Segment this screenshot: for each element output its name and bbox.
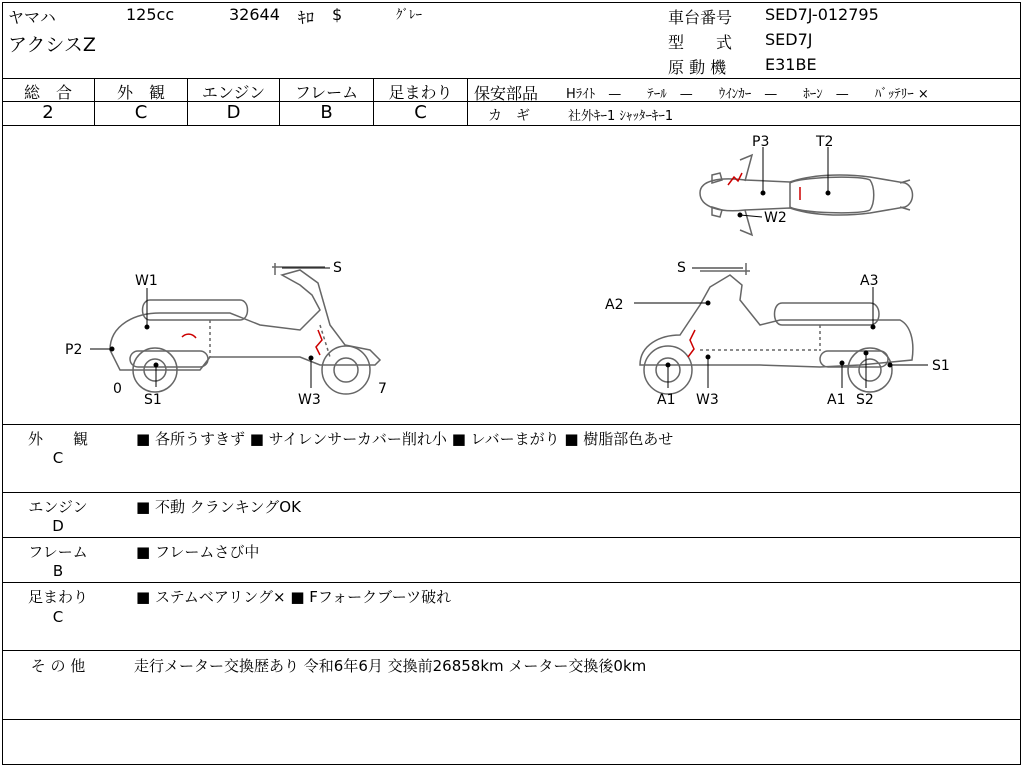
left-label-s: S [333,260,342,276]
remarks-top [2,424,1021,425]
remarks-frame-bottom [2,582,1021,583]
left-label-seven: 7 [378,381,387,397]
top-view-damage [728,173,800,200]
right-label-w3: W3 [696,392,719,408]
frame-no-label: 車台番号 [668,8,733,27]
grade-col-5 [467,78,468,125]
frame-grade-label: フレーム [294,83,359,102]
section-frame-grade: B [52,562,64,580]
left-label-s1: S1 [144,392,162,408]
remarks-suspension-bottom [2,650,1021,651]
right-scooter-pointers [634,268,928,388]
engine-value: E31BE [765,55,817,74]
key-label: カ ギ [488,108,530,124]
section-exterior-label: 外 観 [27,430,88,448]
safety-label: 保安部品 [474,84,539,103]
overall-grade: 2 [42,102,54,123]
model-name: アクシスZ [8,34,96,56]
type-value: SED7J [765,30,813,49]
left-label-w3: W3 [298,392,321,408]
engine-grade: D [226,102,241,123]
key-value: 社外ｷｰ1 ｼｬｯﾀｰｷｰ1 [568,109,674,124]
frame-grade: B [320,102,333,123]
section-engine-grade: D [52,517,64,535]
mileage-unit: ｷﾛ [298,8,315,27]
mileage: 32644 [229,5,280,24]
maker-name: ヤマハ [8,8,56,27]
overall-label: 総 合 [23,83,72,102]
right-label-s1: S1 [932,358,950,374]
exterior-grade: C [134,102,148,123]
top-view-outline [700,155,913,235]
top-label-p3: P3 [752,134,770,150]
right-label-s: S [677,260,686,276]
grade-table-top [2,78,1021,79]
displacement: 125cc [126,5,175,24]
section-suspension-label: 足まわり [27,588,88,606]
left-label-w1: W1 [135,273,158,289]
section-other-text: 走行メーター交換歴あり 令和6年6月 交換前26858km メーター交換後0km [134,657,647,675]
right-label-a3: A3 [860,273,879,289]
left-label-p2: P2 [65,342,83,358]
section-engine-label: エンジン [28,498,88,516]
exterior-label: 外 観 [116,83,165,102]
section-suspension-text: ■ ステムベアリング× ■ Fフォークブーツ破れ [136,588,452,606]
section-exterior-grade: C [52,449,64,467]
section-frame-text: ■ フレームさび中 [136,543,260,561]
engine-label: 原 動 機 [668,58,727,77]
remarks-other-bottom [2,719,1021,720]
remarks-exterior-bottom [2,492,1021,493]
right-label-s2: S2 [856,392,874,408]
section-exterior-text: ■ 各所うすきず ■ サイレンサーカバー削れ小 ■ レバーまがり ■ 樹脂部色あせ [136,430,674,448]
dollar-mark: $ [332,5,343,24]
section-other-label: そ の 他 [30,657,86,675]
right-label-a1-rear: A1 [827,392,846,408]
section-frame-label: フレーム [28,543,88,561]
top-label-t2: T2 [816,134,834,150]
right-label-a1-front: A1 [657,392,676,408]
type-label: 型 式 [668,33,733,52]
safety-items: Hﾗｲﾄ — ﾃｰﾙ — ｳｲﾝｶｰ — ﾎｰﾝ — ﾊﾞｯﾃﾘｰ × [566,87,929,102]
left-label-zero: 0 [113,381,122,397]
suspension-grade-label: 足まわり [388,83,453,102]
section-engine-text: ■ 不動 クランキングOK [136,498,301,516]
color-name: ｸﾞﾚｰ [396,8,422,23]
damage-diagram [0,125,1024,425]
section-suspension-grade: C [52,608,64,626]
right-scooter-damage [688,330,695,357]
right-label-a2: A2 [605,297,624,313]
top-label-w2: W2 [764,210,787,226]
engine-grade-label: エンジン [201,83,266,102]
suspension-grade: C [414,102,427,123]
frame-no: SED7J-012795 [765,5,879,24]
remarks-engine-bottom [2,537,1021,538]
